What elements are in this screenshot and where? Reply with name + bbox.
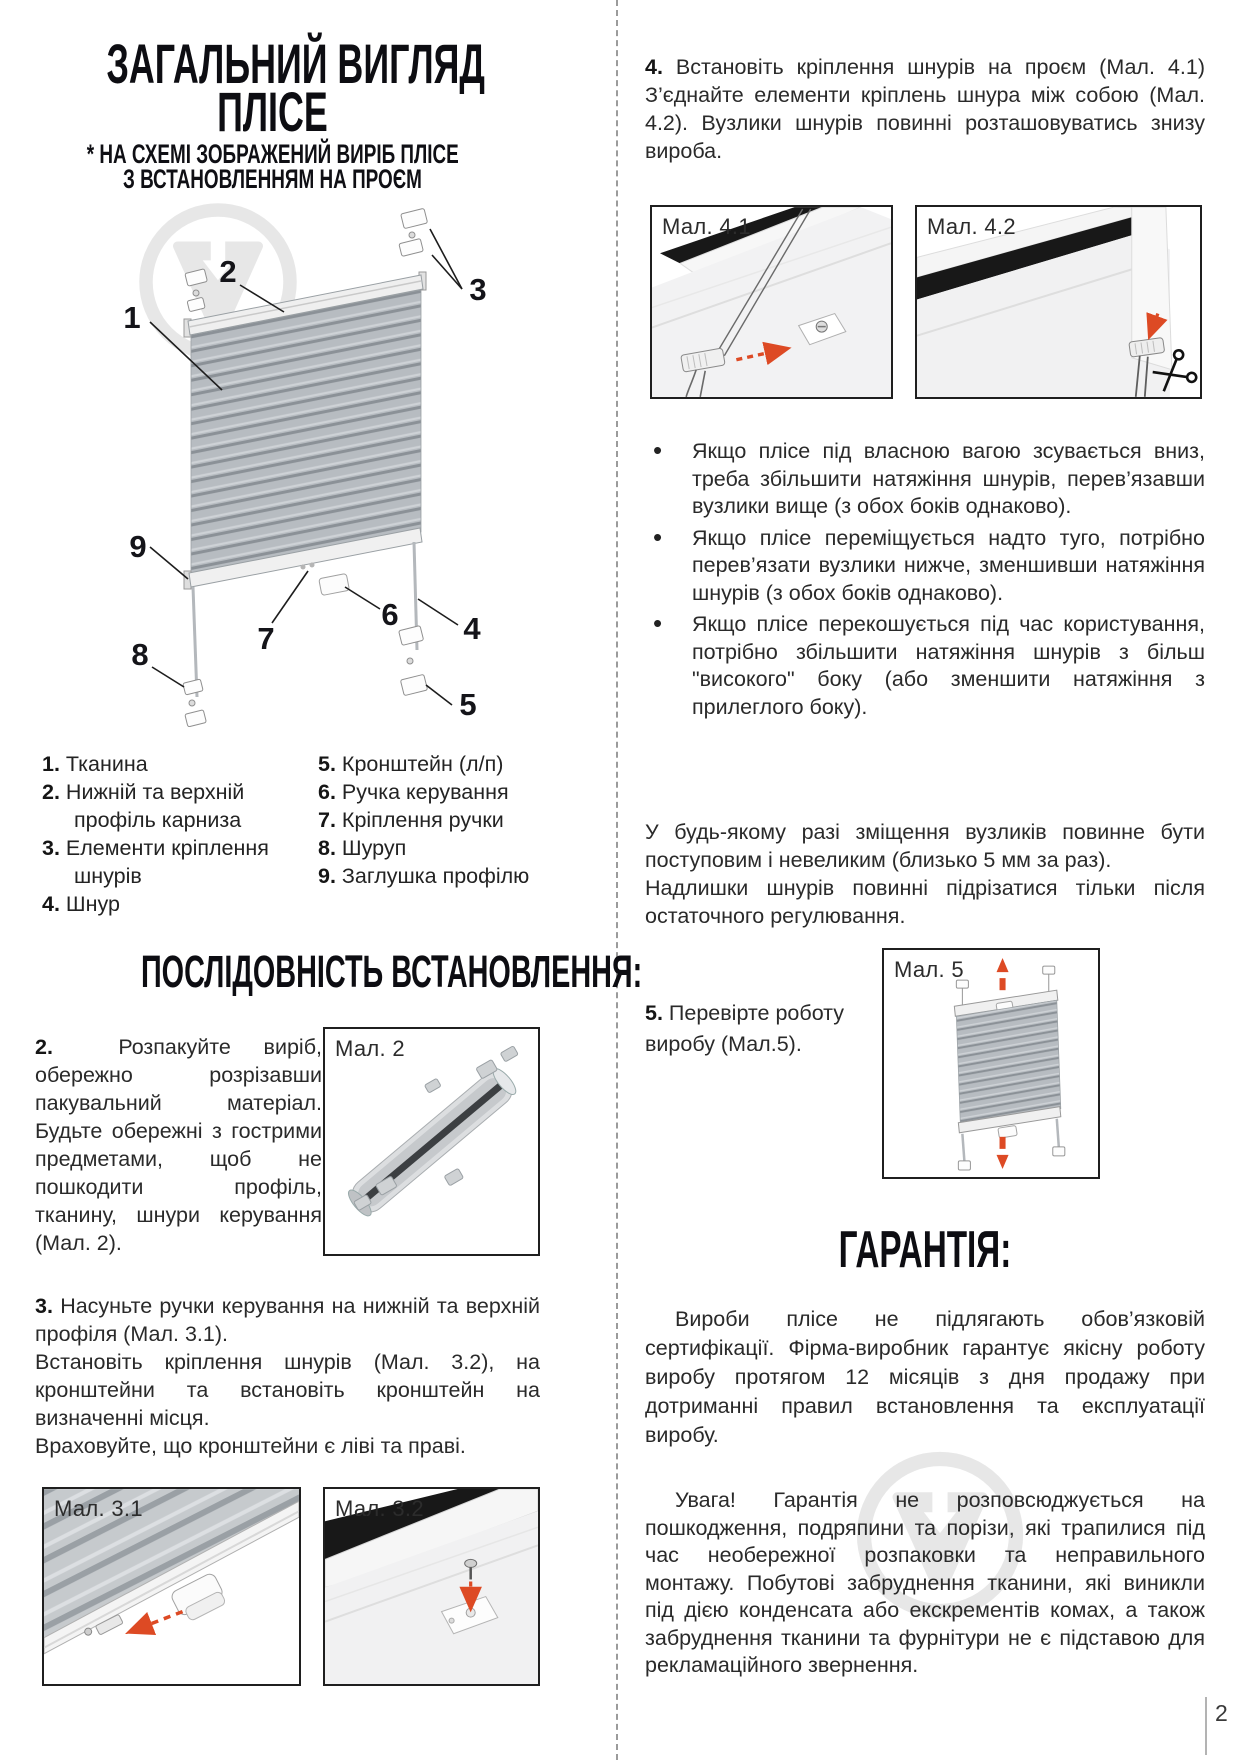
legend-item [42,834,312,890]
pleated-fabric [191,290,421,577]
warranty-paragraph-2: Увага! Гарантія не розповсюджується на пошкодження, подряпини та порізи, які трапилися під час необережної розпаковки та неправильного монтажу. Побутові забруднення тканини, які виникли під дією конденсата або екскрементів комах, а також забруднення тканини та фурнітури не є підставою для рекламаційного звернення. [645,1488,1205,1677]
legend-item [318,862,543,890]
figure-5 [882,948,1100,1179]
figure-4-1 [650,205,893,399]
legend-num: 4. [42,892,60,916]
warranty-paragraph-1: Вироби плісе не підлягають обов’язковій сертифікації. Фірма-виробник гарантує якісну роботу виробу протягом 12 місяців з дня продажу при дотриманні правил встановлення та експлуатації виробу. [645,1307,1205,1447]
bullet-item: • Якщо плісе перекошується під час користування, потрібно збільшити натяжіння шнурів з більш "високого" боку (або зменшити натяжіння з прилеглого боку). [645,611,1205,721]
legend-text: Шнур [65,892,120,916]
blind-overview-diagram [0,185,560,745]
legend-item [42,750,312,778]
page-number: 2 [1215,1700,1228,1726]
legend-text: Шуруп [341,836,407,860]
note-paragraphs [645,818,1205,930]
legend-num: 1. [42,752,60,776]
diagram-label-3: 3 [469,272,487,307]
diagram-label-5: 5 [459,687,477,722]
page-title-line2: ПЛІСЕ [217,80,328,143]
legend-item [42,890,312,918]
legend-text: Заглушка профілю [341,864,530,888]
diagram-label-7: 7 [257,621,275,656]
legend-item [318,806,543,834]
step-3-number: 3. [35,1294,53,1318]
figure-3-1-label: Мал. 3.1 [54,1496,143,1521]
warranty-heading-text: ГАРАНТІЯ: [838,1221,1012,1279]
cord-fastener-top-left [185,269,208,312]
step-4-text: Встановіть кріплення шнурів на проєм (Мал. 4.1) З’єднайте елементи кріплень шнура між собою (Мал. 4.2). Вузлики шнурів повинні розташовуватись знизу вироба. [645,55,1205,163]
step-3-paragraph [35,1292,540,1460]
step-5-text: Перевірте роботу виробу (Мал.5). [645,1001,845,1056]
page-subtitle-line2: З ВСТАНОВЛЕННЯМ НА ПРОЄМ [123,164,422,194]
legend-num: 6. [318,780,336,804]
step-5-number: 5. [645,1001,663,1025]
figure-4-2-label: Мал. 4.2 [927,214,1016,239]
legend-column-2 [318,750,543,890]
bracket-bottom-left [183,679,207,727]
diagram-label-9: 9 [129,529,147,564]
legend-num: 9. [318,864,336,888]
figure-3-2-label: Мал. 3.2 [335,1496,424,1521]
diagram-label-2: 2 [219,254,237,289]
step-4-paragraph [645,53,1205,165]
step-3-line-1 [35,1292,540,1348]
legend-text: Ручка керування [341,780,509,804]
figure-5-illustration [884,950,1098,1177]
bottom-handle [319,573,350,595]
step-4-number: 4. [645,55,663,79]
step-2-paragraph [35,1033,322,1257]
legend-item [318,778,543,806]
figure-2-label: Мал. 2 [335,1036,405,1061]
figure-4-1-label: Мал. 4.1 [662,214,751,239]
legend-column-1 [42,750,312,918]
legend-text: Кріплення ручки [341,808,504,832]
page-title-line1: ЗАГАЛЬНИЙ ВИГЛЯД [106,32,485,95]
legend-num: 2. [42,780,60,804]
legend-text: Кронштейн (л/п) [341,752,504,776]
legend-text: Нижній та верхній профіль карниза [65,780,245,832]
figure-5-label: Мал. 5 [894,957,964,982]
figure-3-1 [42,1487,301,1686]
page-subtitle-line1: * НА СХЕМІ ЗОБРАЖЕНИЙ ВИРІБ ПЛІСЕ [86,139,459,169]
section-heading-text: ПОСЛІДОВНІСТЬ ВСТАНОВЛЕННЯ: [140,946,643,997]
diagram-label-1: 1 [123,300,141,335]
page-number-divider [1205,1697,1207,1755]
figure-2 [323,1027,540,1256]
step-3-line-2: Встановіть кріплення шнурів (Мал. 3.2), на кронштейни та встановіть кронштейн на визначенні місця. [35,1350,540,1430]
note-1: У будь-якому разі зміщення вузликів повинне бути поступовим і невеликим (близько 5 мм за раз). [645,820,1205,872]
legend-num: 3. [42,836,60,860]
step-2-number: 2. [35,1035,53,1059]
legend-text: Елементи кріплення шнурів [65,836,269,888]
diagram-label-8: 8 [131,637,149,672]
legend-num: 5. [318,752,336,776]
step-5-paragraph [645,998,870,1060]
page-title [0,32,545,143]
step-3-text-1: Насуньте ручки керування на нижній та верхній профіля (Мал. 3.1). [35,1294,540,1346]
diagram-label-6: 6 [381,597,399,632]
step-3-line-3: Враховуйте, що кронштейни є ліві та праві. [35,1434,466,1458]
legend-num: 7. [318,808,336,832]
legend-item [42,778,312,834]
bullet-item: • Якщо плісе переміщується надто туго, потрібно перев’язати вузлики нижче, зменшивши натяжіння шнурів (з обох боків однаково). [645,525,1205,608]
warranty-heading [645,1220,1205,1280]
adjustment-bullet-list [645,438,1205,725]
note-2: Надлишки шнурів повинні підрізатися тільки після остаточного регулювання. [645,876,1205,928]
figure-4-2 [915,205,1202,399]
legend-item [318,834,543,862]
step-2-text: Розпакуйте виріб, обережно розрізавши пакувальний матеріал. Будьте обережні з гострими предметами, щоб не пошкодити профіль, тканину, шнури керування (Мал. 2). [35,1035,322,1255]
figure-2-illustration [325,1029,538,1254]
legend-num: 8. [318,836,336,860]
legend-item [318,750,543,778]
section-heading-installation [0,946,643,998]
figure-3-2 [323,1487,540,1686]
bracket-bottom-right [399,626,428,696]
column-divider [616,0,618,1760]
bullet-item: • Якщо плісе під власною вагою зсувається вниз, треба збільшити натяжіння шнурів, перев’язавши вузлики вище (з обох боків однаково). [645,438,1205,521]
cord-fastener-top-right [399,208,428,256]
legend-text: Тканина [65,752,148,776]
diagram-label-4: 4 [463,611,481,646]
